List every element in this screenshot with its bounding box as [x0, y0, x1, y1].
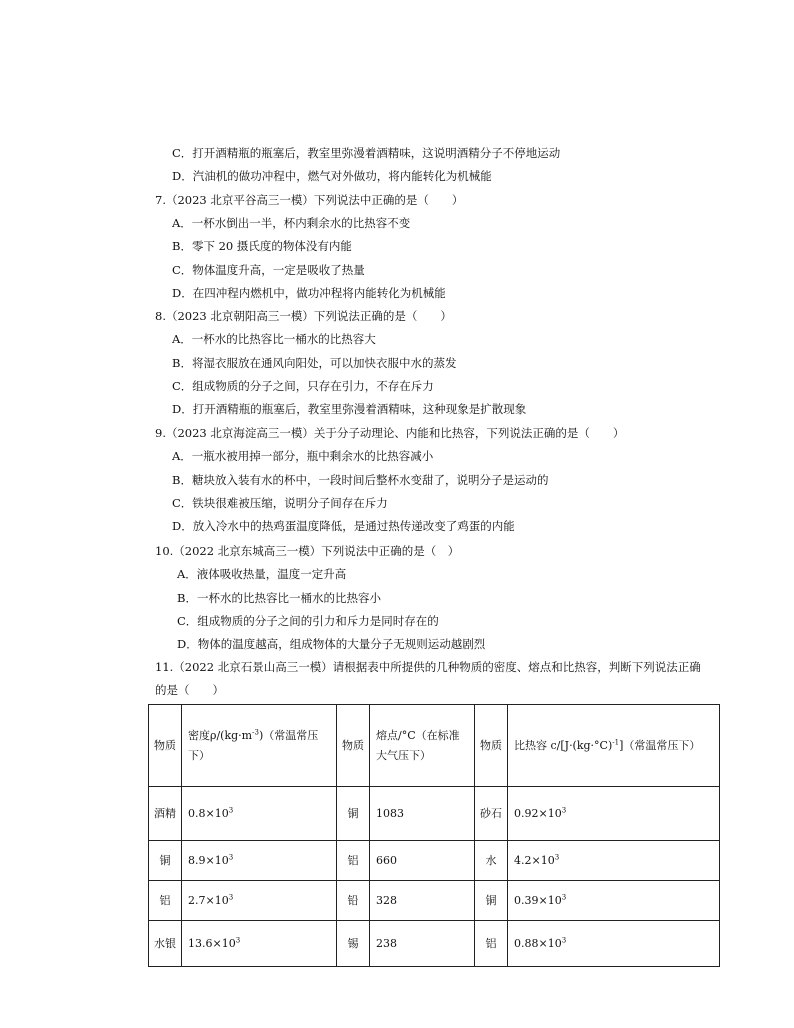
- question-9: 9.（2023 北京海淀高三一模）关于分子动理论、内能和比热容，下列说法正确的是（ ）: [155, 426, 625, 440]
- specific-heat-value: 0.92×10: [514, 806, 562, 820]
- table-row: [149, 787, 720, 841]
- cell-material-3: 砂石: [475, 787, 508, 841]
- density-value: 13.6×10: [188, 936, 236, 950]
- q8-option-d: D．打开酒精瓶的瓶塞后，教室里弥漫着酒精味，这种现象是扩散现象: [172, 402, 527, 416]
- q9-option-d: D．放入冷水中的热鸡蛋温度降低，是通过热传递改变了鸡蛋的内能: [172, 519, 515, 533]
- cell-material-2: 铅: [337, 881, 370, 921]
- header-specific-heat-exp: -1: [612, 737, 620, 746]
- cell-material-1: 铜: [149, 841, 182, 881]
- cell-material-3: 铝: [475, 921, 508, 967]
- properties-table: [148, 704, 720, 967]
- cell-material-1: 酒精: [149, 787, 182, 841]
- q7-option-d: D．在四冲程内燃机中，做功冲程将内能转化为机械能: [172, 286, 446, 300]
- q10-option-d: D．物体的温度越高，组成物体的大量分子无规则运动越剧烈: [177, 637, 486, 651]
- cell-melting-point: 328: [370, 881, 475, 921]
- q10-option-a: A．液体吸收热量，温度一定升高: [177, 567, 347, 581]
- density-value: 0.8×10: [188, 806, 229, 820]
- density-exp: 3: [228, 852, 234, 861]
- cell-density: [182, 921, 337, 967]
- cell-material-3: 铜: [475, 881, 508, 921]
- question-7: 7.（2023 北京平谷高三一模）下列说法中正确的是（ ）: [155, 193, 464, 207]
- q7-option-a: A．一杯水倒出一半，杯内剩余水的比热容不变: [172, 216, 411, 230]
- specific-heat-exp: 3: [561, 892, 567, 901]
- header-density-exp: -3: [252, 727, 259, 736]
- header-specific-heat: [508, 705, 720, 787]
- cell-material-2: 铜: [337, 787, 370, 841]
- header-specific-heat-tail: ]（常温常压下）: [619, 738, 701, 752]
- table-header-row: [149, 705, 720, 787]
- density-value: 2.7×10: [188, 893, 229, 907]
- q9-option-a: A．一瓶水被用掉一部分，瓶中剩余水的比热容减小: [172, 449, 434, 463]
- header-material-3-text: 物质: [480, 738, 502, 752]
- cell-specific-heat: [508, 921, 720, 967]
- q8-option-b: B．将湿衣服放在通风向阳处，可以加快衣服中水的蒸发: [172, 356, 457, 370]
- specific-heat-value: 0.88×10: [514, 936, 562, 950]
- header-density: [182, 705, 337, 787]
- cell-specific-heat: [508, 841, 720, 881]
- density-value: 8.9×10: [188, 853, 229, 867]
- q9-option-b: B．糖块放入装有水的杯中，一段时间后整杯水变甜了，说明分子是运动的: [172, 473, 549, 487]
- q7-option-c: C．物体温度升高，一定是吸收了热量: [172, 263, 365, 277]
- cell-material-1: 铝: [149, 881, 182, 921]
- cell-specific-heat: [508, 881, 720, 921]
- header-material-1-text: 物质: [154, 738, 176, 752]
- table-row: [149, 881, 720, 921]
- cell-material-3: 水: [475, 841, 508, 881]
- density-exp: 3: [235, 935, 241, 944]
- header-melting-point-text: 熔点/°C（在标准大气压下）: [376, 728, 460, 762]
- option-c-prev: C．打开酒精瓶的瓶塞后，教室里弥漫着酒精味，这说明酒精分子不停地运动: [172, 146, 561, 160]
- q9-option-c: C．铁块很难被压缩，说明分子间存在斥力: [172, 496, 388, 510]
- header-material-1: [149, 705, 182, 787]
- option-d-prev: D．汽油机的做功冲程中，燃气对外做功，将内能转化为机械能: [172, 169, 492, 183]
- header-specific-heat-text: 比热容 c/[J·(kg·°C): [514, 738, 613, 752]
- question-11: 11.（2022 北京石景山高三一模）请根据表中所提供的几种物质的密度、熔点和比热容，判断下列说法正确: [155, 660, 701, 674]
- specific-heat-exp: 3: [561, 805, 567, 814]
- cell-melting-point: 1083: [370, 787, 475, 841]
- question-11-continued: 的是（ ）: [155, 683, 224, 697]
- cell-melting-point: 238: [370, 921, 475, 967]
- cell-material-2: 锡: [337, 921, 370, 967]
- header-density-tail: )（常温常压下）: [188, 728, 319, 762]
- question-8: 8.（2023 北京朝阳高三一模）下列说法正确的是（ ）: [155, 309, 452, 323]
- q8-option-c: C．组成物质的分子之间，只存在引力，不存在斥力: [172, 379, 434, 393]
- header-density-text: 密度ρ/(kg·m: [188, 728, 253, 742]
- density-exp: 3: [228, 892, 234, 901]
- header-material-2: [337, 705, 370, 787]
- cell-material-2: 铝: [337, 841, 370, 881]
- header-material-2-text: 物质: [342, 738, 364, 752]
- question-10: 10.（2022 北京东城高三一模）下列说法中正确的是（ ）: [155, 544, 460, 558]
- specific-heat-value: 4.2×10: [514, 853, 555, 867]
- header-melting-point: [370, 705, 475, 787]
- cell-material-1: 水银: [149, 921, 182, 967]
- q7-option-b: B．零下 20 摄氏度的物体没有内能: [172, 239, 352, 253]
- cell-density: [182, 841, 337, 881]
- cell-density: [182, 881, 337, 921]
- q8-option-a: A．一杯水的比热容比一桶水的比热容大: [172, 332, 376, 346]
- specific-heat-exp: 3: [554, 852, 560, 861]
- specific-heat-value: 0.39×10: [514, 893, 562, 907]
- cell-melting-point: 660: [370, 841, 475, 881]
- cell-specific-heat: [508, 787, 720, 841]
- specific-heat-exp: 3: [561, 935, 567, 944]
- density-exp: 3: [228, 805, 234, 814]
- q10-option-b: B．一杯水的比热容比一桶水的比热容小: [177, 591, 381, 605]
- table-row: [149, 841, 720, 881]
- header-material-3: [475, 705, 508, 787]
- cell-density: [182, 787, 337, 841]
- q10-option-c: C．组成物质的分子之间的引力和斥力是同时存在的: [177, 614, 439, 628]
- table-row: [149, 921, 720, 967]
